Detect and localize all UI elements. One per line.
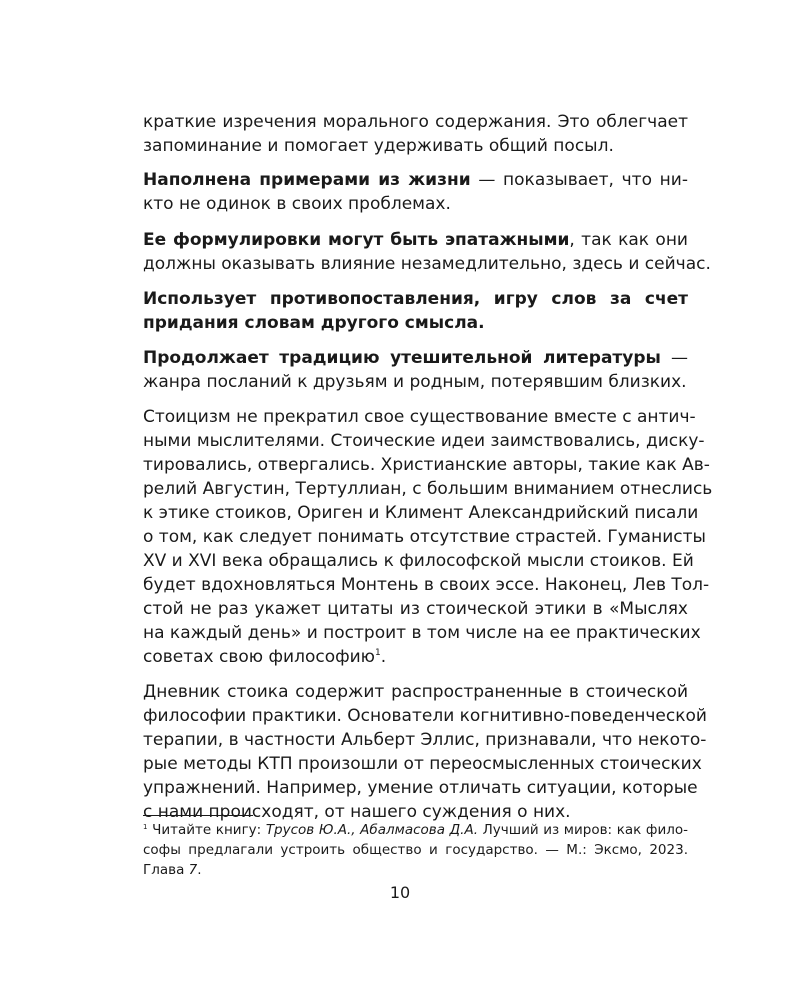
footnote-text: . xyxy=(197,862,202,878)
list-item xyxy=(143,228,688,252)
footnote-text: Читайте книгу: xyxy=(147,822,266,838)
paragraph-line: терапии, в частности Альберт Эллис, признавали, что некото- xyxy=(143,730,707,750)
list-item-text: кто не одинок в своих проблемах. xyxy=(143,194,451,214)
list-item xyxy=(143,346,688,370)
footnote-text: софы предлагали устроить общество и государство. — М.: Эксмо, 2023. xyxy=(143,842,688,858)
list-item-text: должны оказывать влияние незамедлительно, здесь и сейчас. xyxy=(143,254,711,274)
list-item-text: , так как они xyxy=(569,230,688,250)
paragraph-line: тировались, отвергались. Христианские авторы, такие как Ав- xyxy=(143,455,710,475)
list-item-heading: Использует противопоставления, игру слов за счет xyxy=(143,289,688,309)
footnote-text: Лучший из миров: как фило- xyxy=(477,822,688,838)
footnote-authors: Трусов Ю.А., Абалмасова Д.А. xyxy=(265,822,478,838)
list-item-text: — показывает, что ни- xyxy=(470,170,688,190)
paragraph-line: упражнений. Например, умение отличать ситуации, которые xyxy=(143,778,698,798)
paragraph-line: Стоицизм не прекратил свое существование вместе с антич- xyxy=(143,407,696,427)
paragraph-line: релий Августин, Тертуллиан, с большим вниманием отнеслись xyxy=(143,479,713,499)
paragraph-line: XV и XVI века обращались к философской мысли стоиков. Ей xyxy=(143,551,694,571)
paragraph-line: запоминание и помогает удерживать общий посыл. xyxy=(143,136,614,156)
list-item-heading: Ее формулировки могут быть эпатажными xyxy=(143,230,570,250)
paragraph-line: ными мыслителями. Стоические идеи заимствовались, диску- xyxy=(143,431,705,451)
paragraph-line: стой не раз укажет цитаты из стоической этики в «Мыслях xyxy=(143,599,688,619)
list-item xyxy=(143,168,688,192)
paragraph-line: Дневник стоика содержит распространенные в стоической xyxy=(143,682,688,702)
paragraph-line: будет вдохновляться Монтень в своих эссе. Наконец, Лев Тол- xyxy=(143,575,710,595)
paragraph-line: с нами происходят, от нашего суждения о них. xyxy=(143,802,571,822)
footnote xyxy=(143,820,688,840)
paragraph-line: к этике стоиков, Ориген и Климент Александрийский писали xyxy=(143,503,699,523)
list-item-heading: придания словам другого смысла. xyxy=(143,313,485,333)
list-item-text: — xyxy=(660,348,688,368)
footnote-reference[interactable]: 1 xyxy=(374,648,381,658)
footnote-marker: 1 xyxy=(143,823,148,831)
list-item-text: жанра посланий к друзьям и родным, потерявшим близких. xyxy=(143,372,687,392)
footnote-divider xyxy=(143,815,253,816)
footnote-chapter: 7 xyxy=(188,862,198,878)
paragraph-line xyxy=(143,645,688,669)
paragraph-text: советах свою философию xyxy=(143,647,375,667)
footnote-text: Глава xyxy=(143,862,189,878)
paragraph-text: . xyxy=(380,647,387,667)
page-number: 10 xyxy=(389,883,411,902)
list-item-heading: Продолжает традицию утешительной литературы xyxy=(143,348,661,368)
paragraph-line: рые методы КТП произошли от переосмысленных стоических xyxy=(143,754,702,774)
paragraph-line: на каждый день» и построит в том числе на ее практических xyxy=(143,623,701,643)
paragraph-line: о том, как следует понимать отсутствие страстей. Гуманисты xyxy=(143,527,706,547)
paragraph-line: краткие изречения морального содержания. Это облегчает xyxy=(143,112,688,132)
list-item-heading: Наполнена примерами из жизни xyxy=(143,170,471,190)
footnote-line xyxy=(143,860,688,880)
paragraph-line: философии практики. Основатели когнитивно-поведенческой xyxy=(143,706,707,726)
